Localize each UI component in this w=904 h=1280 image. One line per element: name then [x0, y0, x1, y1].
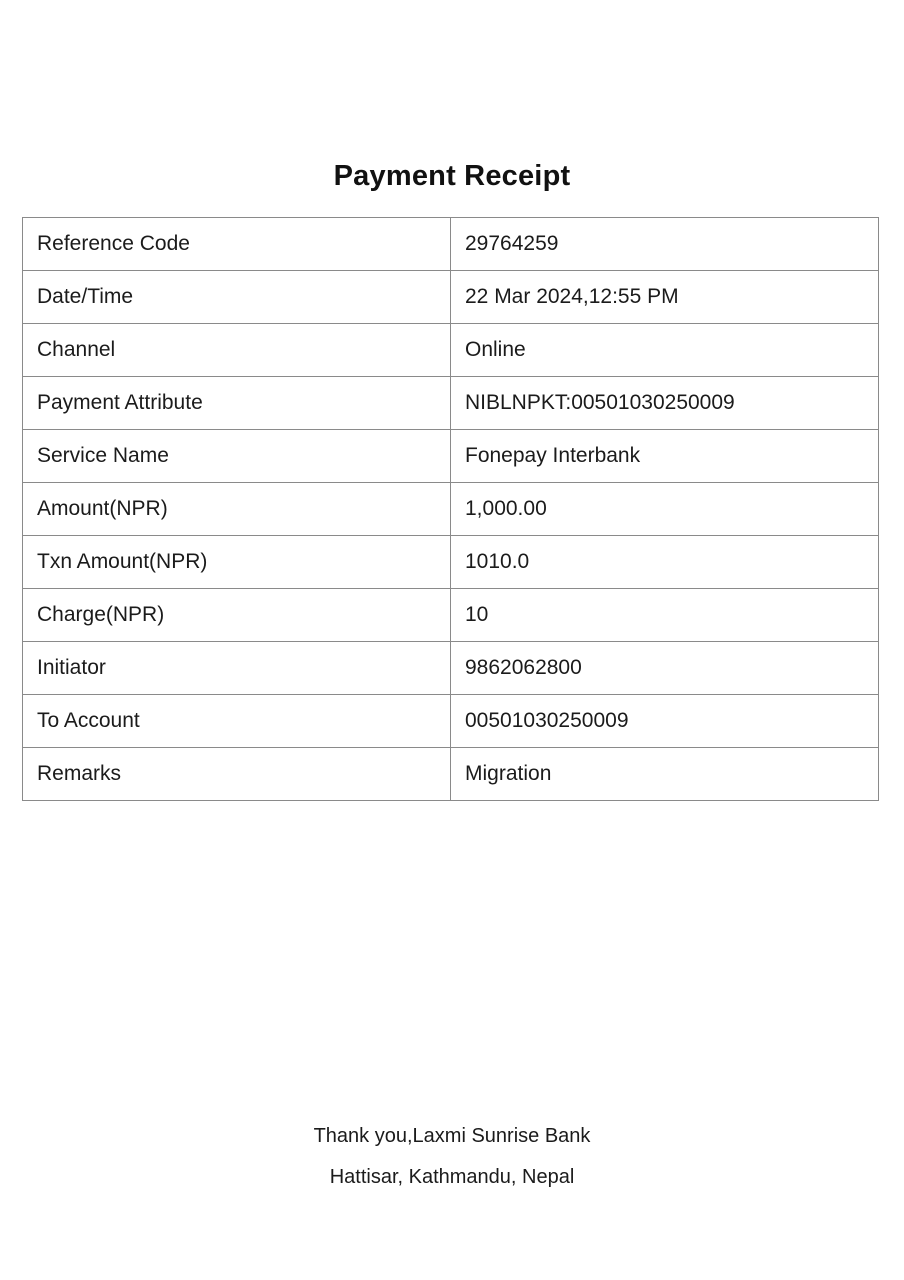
field-value-channel: Online: [451, 324, 879, 377]
table-row: [23, 695, 879, 748]
field-value-initiator: 9862062800: [451, 642, 879, 695]
table-row: [23, 536, 879, 589]
receipt-footer: [0, 1124, 904, 1189]
table-row: [23, 430, 879, 483]
field-value-txn-amount: 1010.0: [451, 536, 879, 589]
field-value-amount: 1,000.00: [451, 483, 879, 536]
table-row: [23, 324, 879, 377]
field-label-to-account: To Account: [23, 695, 451, 748]
receipt-table: [22, 217, 879, 801]
field-label-amount: Amount(NPR): [23, 483, 451, 536]
page-title: Payment Receipt: [333, 160, 571, 192]
table-row: [23, 218, 879, 271]
field-value-date-time: 22 Mar 2024,12:55 PM: [451, 271, 879, 324]
field-value-charge: 10: [451, 589, 879, 642]
table-row: [23, 271, 879, 324]
field-label-initiator: Initiator: [23, 642, 451, 695]
field-label-remarks: Remarks: [23, 748, 451, 801]
footer-address: Hattisar, Kathmandu, Nepal: [329, 1166, 575, 1188]
table-row: [23, 483, 879, 536]
footer-thank-you: Thank you,Laxmi Sunrise Bank: [313, 1125, 591, 1147]
field-label-reference-code: Reference Code: [23, 218, 451, 271]
field-label-payment-attribute: Payment Attribute: [23, 377, 451, 430]
field-label-txn-amount: Txn Amount(NPR): [23, 536, 451, 589]
field-value-remarks: Migration: [451, 748, 879, 801]
field-value-payment-attribute: NIBLNPKT:00501030250009: [451, 377, 879, 430]
field-value-to-account: 00501030250009: [451, 695, 879, 748]
field-label-service-name: Service Name: [23, 430, 451, 483]
field-value-service-name: Fonepay Interbank: [451, 430, 879, 483]
table-row: [23, 377, 879, 430]
field-label-date-time: Date/Time: [23, 271, 451, 324]
field-label-channel: Channel: [23, 324, 451, 377]
field-value-reference-code: 29764259: [451, 218, 879, 271]
field-label-charge: Charge(NPR): [23, 589, 451, 642]
table-row: [23, 748, 879, 801]
table-row: [23, 589, 879, 642]
table-row: [23, 642, 879, 695]
